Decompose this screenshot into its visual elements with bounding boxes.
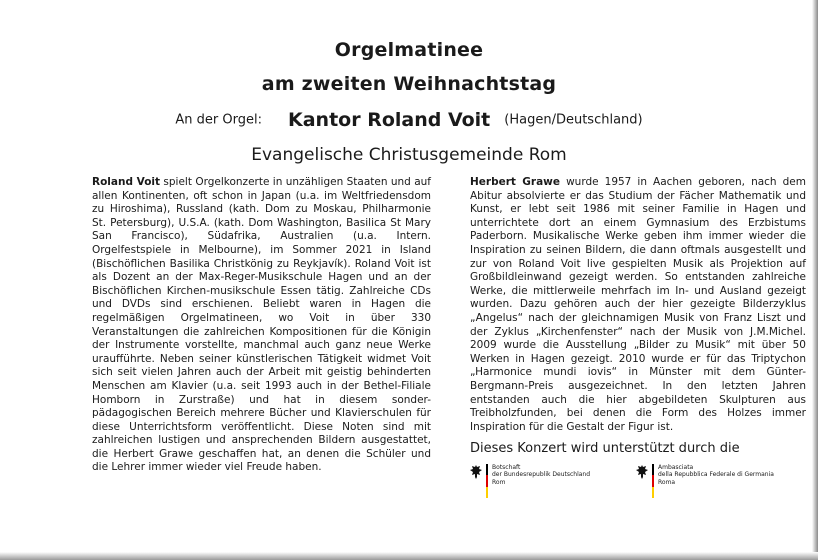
organist-name: Kantor Roland Voit [288, 109, 491, 131]
left-column-bio [92, 176, 431, 475]
right-bio-name: Herbert Grawe [470, 176, 561, 188]
flag-stripe-black [652, 464, 654, 475]
right-column-bio [470, 176, 806, 434]
flag-stripe-gold [486, 487, 488, 498]
flag-stripe-red [486, 475, 488, 486]
organist-label: An der Orgel: [175, 112, 262, 128]
left-bio-name: Roland Voit [92, 176, 161, 188]
title-line-2: am zweiten Weihnachtstag [261, 73, 557, 95]
embassy-logo-text [658, 464, 774, 486]
title-line-1: Orgelmatinee [334, 39, 484, 61]
flag-stripe [486, 464, 488, 498]
page-edge-shadow-bottom [0, 552, 818, 560]
organist-line [0, 109, 818, 131]
flag-stripe-red [652, 475, 654, 486]
sponsor-text: Dieses Konzert wird unterstützt durch die [470, 441, 740, 456]
left-bio-text: spielt Orgelkonzerte in unzähligen Staaten und auf allen Kontinenten, oft schon in Japan (u.a. im Weltfriedensdom zu Hiroshima), Russland (kath. Dom zu Moskau, Philharmonie St. Petersburg), U.S.A. (kath. Dom Washington, Basilica St Mary San Francisco), Südafrika, Australien (u.a. Intern. Orgelfestspiele in Melbourne), im Sommer 2021 in Island (Bischöflichen Basilika Christkönig zu Reykjavík). Roland Voit ist als Dozent an der Max-Reger-Musikschule Hagen und an der Bischöflichen Kirchen-musikschule Essen tätig. Zahlreiche CDs und DVDs sind erschienen. Beliebt waren in Hagen die regelmäßigen Orgelmatineen, wo Voit in über 330 Veranstaltungen die zahlreichen Kompositionen für die Königin der Instrumente vorstellte, manchmal auch ganz neue Werke uraufführte. Neben seiner künstlerischen Tätigkeit widmet Voit sich seit vielen Jahren auch der Arbeit mit geistig behinderten Menschen am Klavier (u.a. seit 1993 auch in der Bethel-Filiale Homborn in Zurstraße) und hat in diesem sonder-pädagogischen Bereich mehrere Bücher und Klavierschulen für diese Unterrichtsform veröffentlicht. Diese Noten sind mit zahlreichen lustigen und ansprechenden Bildern ausgestattet, die Herbert Grawe geschaffen hat, an denen die Schüler und die Lehrer immer wieder viel Freude haben. [92, 176, 431, 474]
right-bio-text: wurde 1957 in Aachen geboren, nach dem Abitur absolvierte er das Studium der Fächer Mathematik und Kunst, er lebt seit 1986 mit seiner Familie in Hagen und unterrichtete dort an einem Gymnasium des Erzbistums Paderborn. Musikalische Werke geben ihm immer wieder die Inspiration zu seinen Bildern, die dann oftmals ausgestellt und zur von Roland Voit live gespielten Musik als Projektion auf Großbildleinwand gezeigt werden. So entstanden zahlreiche Werke, die mittlerweile mehrfach im In- und Ausland gezeigt wurden. Dazu gehören auch der hier gezeigte Bilderzyklus „Angelus“ nach der gleichnamigen Musik von Franz Liszt und der Zyklus „Kirchenfenster“ nach der Musik von J.M.Michel. 2009 wurde die Ausstellung „Bilder zu Musik“ mit über 50 Werken in Hagen gezeigt. 2010 wurde er für das Triptychon „Harmonice mundi iovis“ in Münster mit dem Günter-Bergmann-Preis ausgezeichnet. In den letzten Jahren entstanden auch die hier abgebildeten Skulpturen aus Treibholzfunden, bei denen die Form des Holzes immer Inspiration für die Gestalt der Figur ist. [470, 176, 806, 433]
embassy-logo-text [492, 464, 590, 486]
organist-origin: (Hagen/Deutschland) [504, 112, 643, 128]
flag-stripe [652, 464, 654, 498]
logo-line-1: Botschaft [492, 464, 521, 471]
logo-line-2: della Repubblica Federale di Germania [658, 471, 774, 479]
logo-line-3: Roma [658, 478, 676, 486]
flag-stripe-gold [652, 487, 654, 498]
embassy-logo-italian [636, 464, 774, 498]
embassy-logo-german [470, 464, 590, 498]
logo-line-2: der Bundesrepublik Deutschland [492, 471, 591, 479]
eagle-icon [470, 464, 482, 480]
flag-stripe-black [486, 464, 488, 475]
logo-line-1: Ambasciata [658, 464, 694, 471]
eagle-icon [636, 464, 648, 480]
congregation-name: Evangelische Christusgemeinde Rom [251, 145, 567, 165]
logo-line-3: Rom [492, 478, 506, 486]
